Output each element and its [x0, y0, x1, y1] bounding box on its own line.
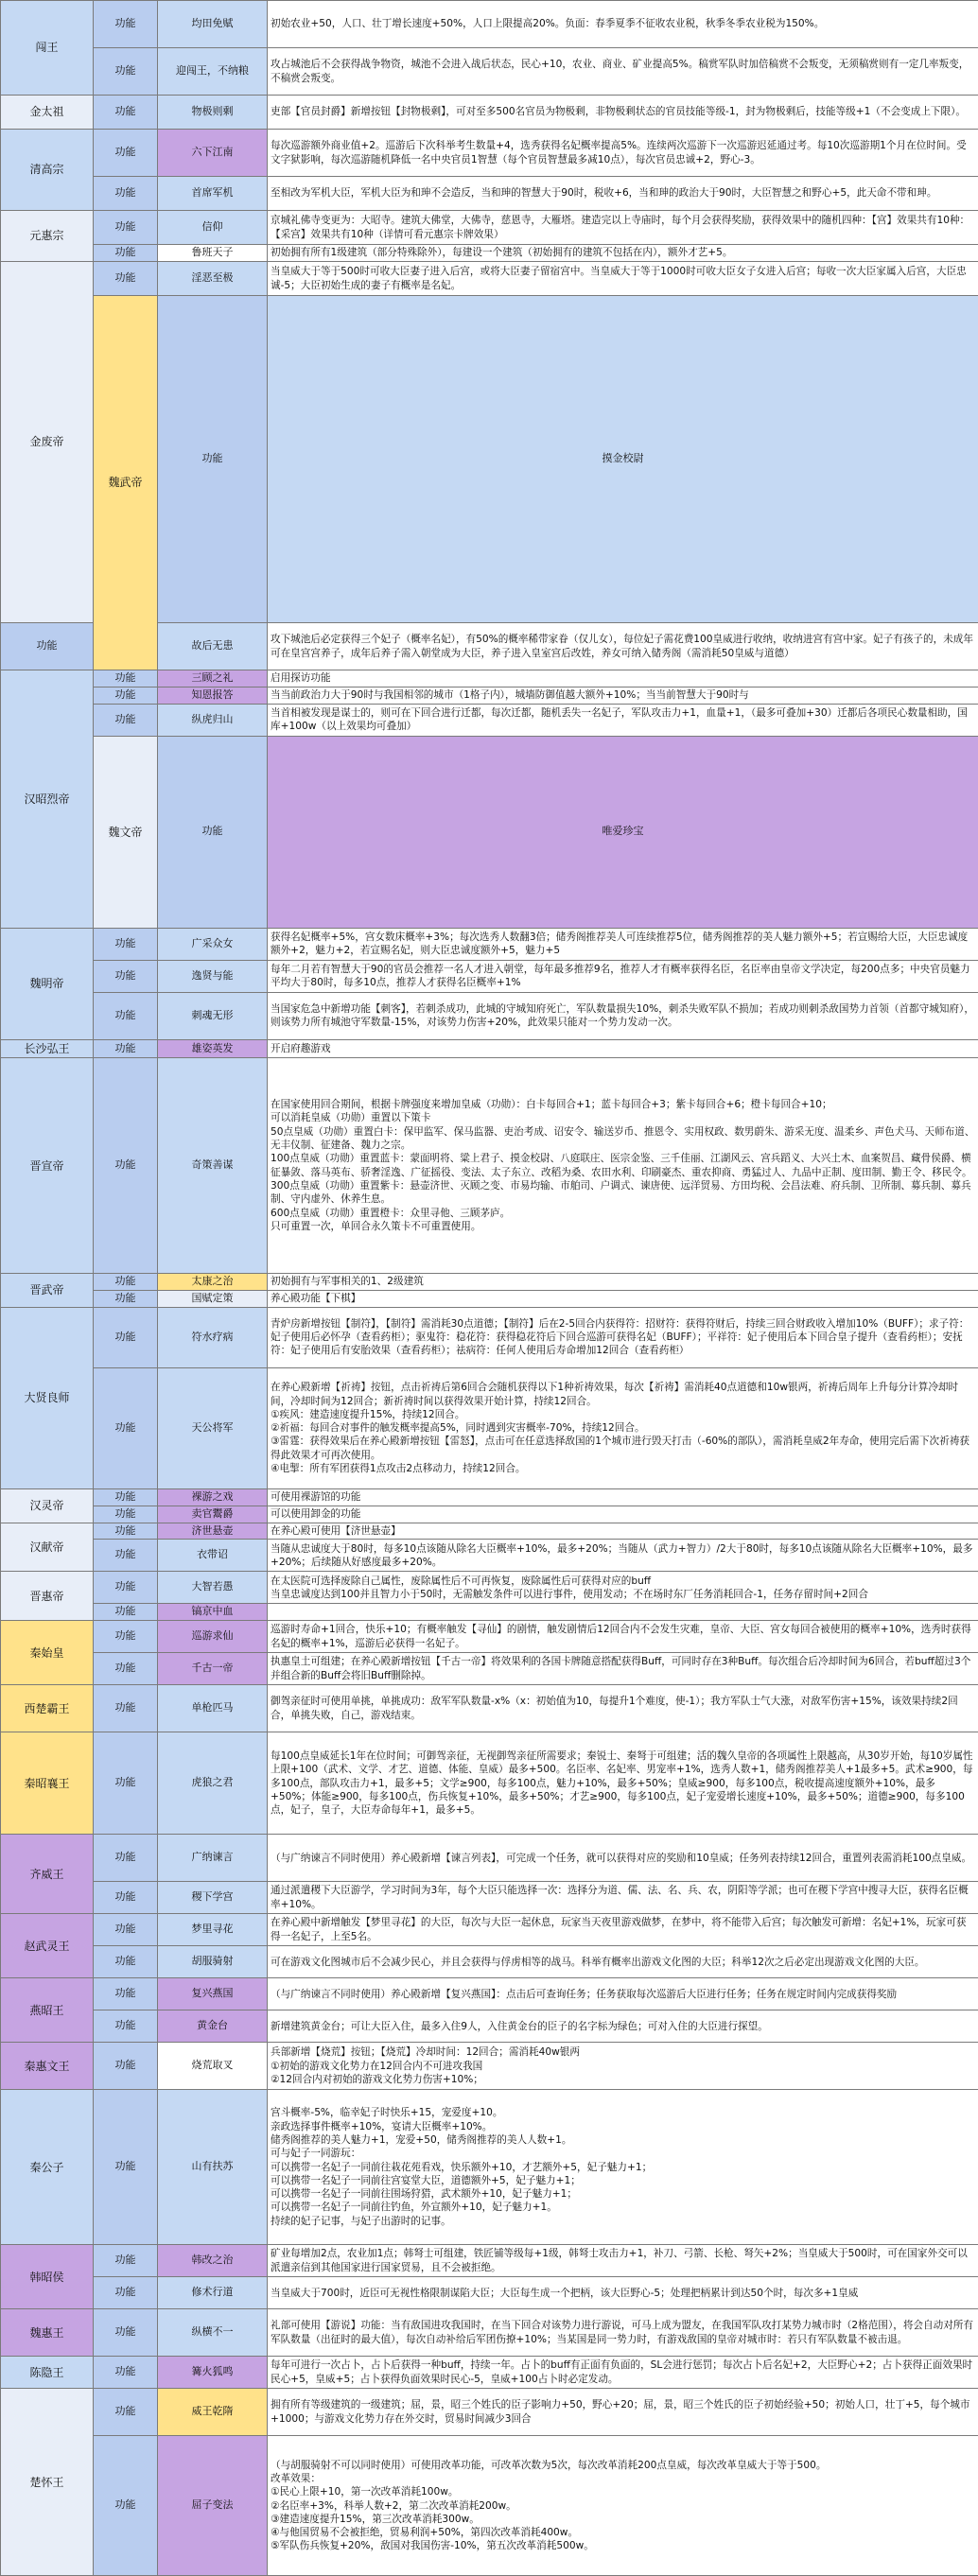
ability-type-cell: 功能: [94, 2389, 158, 2436]
ability-name-cell: 复兴燕国: [158, 1978, 268, 2010]
ability-description-cell: 可以使用卸金的功能: [268, 1506, 978, 1523]
emperor-name-cell: 汉灵帝: [1, 1488, 94, 1523]
ability-type-cell: 功能: [94, 928, 158, 960]
emperor-name-cell: 闯王: [1, 1, 94, 96]
table-row: [1, 1058, 978, 1274]
ability-description-cell: 在养心殿中新增触发【梦里寻花】的大臣，每次与大臣一起休息，玩家当天夜里游戏做梦，在梦中，将不能带入后宫；每次触发可新增：名妃+1%，玩家可获得一名妃子，上至5名。: [268, 1914, 978, 1946]
ability-description-cell: 初始拥有与军事相关的1、2级建筑: [268, 1274, 978, 1291]
table-row: [1, 177, 978, 211]
ability-description-cell: 初始农业+50，人口、壮丁增长速度+50%，人口上限提高20%。负面：春季夏季不征收农业税，秋季冬季农业税为150%。: [268, 1, 978, 48]
ability-type-cell: 功能: [94, 1621, 158, 1653]
ability-name-cell: 六下江南: [158, 130, 268, 177]
table-row: [1, 130, 978, 177]
ability-description-cell: 吏部【官员封爵】新增按钮【封物极剩】，可对至多500名官员为物极剩，非物极剩状态的官员技能等级-1，封为物极剩后，技能等级+1（不会变成上下限）。: [268, 96, 978, 130]
table-row: [1, 1604, 978, 1621]
table-row: [1, 960, 978, 992]
table-row: [1, 1540, 978, 1572]
ability-name-cell: 广采众女: [158, 928, 268, 960]
ability-description-cell: 在国家使用回合期间，根据卡牌强度来增加皇威（功勋）：白卡每回合+1；蓝卡每回合+3；紫卡每回合+6；橙卡每回合+10； 可以消耗皇威（功勋）重置以下策卡 50点皇威（功勋）重置白卡：保甲监军、保马监器、吏治考成、诏安令、输送岁币、推恩令、实用权政、数男蔚朱、游采无度、温柔乡、声色犬马、天师布道、无丰仪制、征建备、魏力之宗。 100点皇威（功勋）重置蓝卡：蒙面明将、粱上君子、摸金校尉、八庭联庄、医宗金鉴、三千佳丽、江湖风云、宫兵蹈义、大兴土木、血案贺昌、藏骨侯爵、横征暴敛、落马英布、骄奢淫逸、广征摇役、变法、太子东立、改稻为桑、农田水利、印刷豪杰、重农抑商、勇猛过人、九品中正制、度田制、勤王令、移民令。 300点皇威（功勋）重置紫卡：悬壶济世、灭顾之变、市易均输、市舶司、户调式、谏唐使、远洋贸易、方田均税、会昌法难、府兵制、卫所制、募兵制、募兵制、守内虚外、休养生息。 600点皇威（功勋）重置橙卡：众里寻他、三顾茅庐。 只可重置一次，单回合永久策卡不可重置使用。: [268, 1058, 978, 1274]
ability-type-cell: 功能: [94, 1946, 158, 1978]
ability-description-cell: 拥有所有等级建筑的一级建筑；屈，景，昭三个姓氏的臣子影响力+50，野心+20；屈，景，昭三个姓氏的臣子初始经验+50；初始人口，壮丁+5，每个城市+1000；与游戏文化势力存在外交时，贸易时间减少3回合: [268, 2389, 978, 2436]
ability-type-cell: 功能: [94, 1307, 158, 1367]
ability-type-cell: 功能: [1, 623, 94, 670]
table-row: [1, 1621, 978, 1653]
ability-type-cell: 功能: [94, 1274, 158, 1291]
ability-type-cell: 功能: [158, 736, 268, 928]
ability-name-cell: 威王乾隋: [158, 2389, 268, 2436]
emperor-name-cell: 晋武帝: [1, 1274, 94, 1308]
ability-type-cell: 功能: [94, 1291, 158, 1308]
ability-name-cell: 鲁班天子: [158, 245, 268, 262]
ability-type-cell: 功能: [94, 1835, 158, 1882]
ability-type-cell: 功能: [94, 96, 158, 130]
ability-type-cell: 功能: [94, 1572, 158, 1604]
ability-type-cell: 功能: [94, 1685, 158, 1732]
ability-name-cell: 符水疗病: [158, 1307, 268, 1367]
ability-description-cell: 通过派遣稷下大臣游学，学习时间为3年，每个大臣只能选择一次：选择分为道、儒、法、名、兵、农，阴阳等学派；也可在稷下学宫中搜寻大臣，获得名臣概率+10%。: [268, 1882, 978, 1914]
ability-description-cell: 每100点皇威延长1年在位时间；可御驾亲征，无视御驾亲征所需要求；秦锐士、秦弩于可组建；活的魏久皇帝的各项属性上限越高，从30岁开始，每10岁属性上限+100（武术、文学、才艺、道德、体能、皇威）最多+500。名臣率、名妃率、男宠率+1%，选秀人数+1，储秀阁推荐美人+1最多+5。武术≥900，每多100点，部队攻击力+1，最多+5；文学≥900，每多100点，魅力+10%，最多+50%；皇威≥900，每多100点，税收提高速度额外+10%，最多+50%；体能≥900，每多100点，伤兵恢复+10%，最多+50%；才艺≥900，每多100点，妃子宠爱增长速度+10%，最多+50%；道德≥900，每多100点，妃子，皇子，大臣寿命每年+1，最多+5。: [268, 1732, 978, 1835]
table-row: [1, 1946, 978, 1978]
table-row: [1, 670, 978, 688]
table-row: [1, 736, 978, 928]
ability-name-cell: 唯爱珍宝: [268, 736, 978, 928]
ability-type-cell: 功能: [94, 704, 158, 736]
ability-name-cell: 虎狼之君: [158, 1732, 268, 1835]
ability-name-cell: 梦里寻花: [158, 1914, 268, 1946]
ability-description-cell: [268, 1604, 978, 1621]
ability-name-cell: 镐京中血: [158, 1604, 268, 1621]
ability-description-cell: 每次巡游额外商业值+2。巡游后下次科举考生数量+4，选秀获得名妃概率提高5%。连续两次巡游下一次巡游迟延通过考。每10次巡游期1个月在位时间。受文字狱影响，每次巡游随机降低一名中央官员1智慧（每个官员智慧最多减10点），每次官员忠诚+2，野心-3。: [268, 130, 978, 177]
ability-type-cell: 功能: [94, 1540, 158, 1572]
ability-description-cell: 攻占城池后不会获得战争物资，城池不会进入战后状态，民心+10，农业、商业、矿业提高5%。稿赏军队时加倍稿赏不会叛变，无须稿赏则有一定几率叛变，不稿赏会叛变。: [268, 48, 978, 96]
ability-name-cell: 逸贤与能: [158, 960, 268, 992]
ability-type-cell: 功能: [94, 262, 158, 296]
ability-name-cell: 大智若愚: [158, 1572, 268, 1604]
ability-type-cell: 功能: [94, 177, 158, 211]
table-row: [1, 96, 978, 130]
emperor-name-cell: 魏武帝: [94, 296, 158, 670]
ability-name-cell: 摸金校尉: [268, 296, 978, 623]
ability-description-cell: 当当前政治力大于90时与我国相邻的城市（1格子内），城墙防御值越大额外+10%；当当前智慧大于90时与: [268, 687, 978, 704]
emperor-name-cell: 秦昭襄王: [1, 1732, 94, 1835]
table-row: [1, 2245, 978, 2277]
ability-type-cell: 功能: [94, 1914, 158, 1946]
table-row: [1, 1307, 978, 1367]
ability-name-cell: 三顾之礼: [158, 670, 268, 688]
ability-type-cell: 功能: [94, 1882, 158, 1914]
ability-name-cell: 知恩报答: [158, 687, 268, 704]
emperor-name-cell: 清高宗: [1, 130, 94, 211]
ability-name-cell: 烧荒取叉: [158, 2043, 268, 2090]
ability-name-cell: 故后无患: [158, 623, 268, 670]
ability-description-cell: 矿业每增加2点，农业加1点；韩弩士可组建，铁匠铺等级每+1级，韩弩士攻击力+1，补刀、弓箭、长枪、弩矢+2%；当皇威大于500时，可在国家外交可以派遣亲信到其他国家进行国家贸易，且不会被拒绝。: [268, 2245, 978, 2277]
ability-description-cell: 当国家危急中新增功能【刺客】，若刺杀成功，此城的守城知府死亡，军队数量损失10%，刺杀失败军队不损加；若成功则刺杀敌国势力首领（首都守城知府），则该势力所有城池守军数量-15%，对该势力伤害+20%，此效果只能对一个势力发动一次。: [268, 992, 978, 1039]
table-row: [1, 1685, 978, 1732]
emperor-name-cell: 韩昭侯: [1, 2245, 94, 2309]
emperor-name-cell: 晋宣帝: [1, 1058, 94, 1274]
ability-type-cell: 功能: [94, 1039, 158, 1057]
table-row: [1, 2357, 978, 2389]
ability-type-cell: 功能: [94, 245, 158, 262]
ability-name-cell: 巡游求仙: [158, 1621, 268, 1653]
table-row: [1, 2389, 978, 2436]
ability-description-cell: 获得名妃概率+5%，宫女数床概率+3%；每次选秀人数翻3倍；储秀阁推荐美人可连续推荐5位，储秀阁推荐的美人魅力额外+5；若宣赐给大臣，大臣忠诚度额外+2，魅力+2，若宣赐名妃，则大臣忠诚度额外+5，魅力+5: [268, 928, 978, 960]
ability-name-cell: 裸游之戏: [158, 1488, 268, 1506]
ability-name-cell: 雄姿英发: [158, 1039, 268, 1057]
table-row: [1, 245, 978, 262]
ability-description-cell: 当首相被发现是谋士的，则可在下回合进行迁都，每次迁都，随机丢失一名妃子，军队攻击力+1，血量+1，（最多可叠加+30）迁都后各项民心数量相助，国库+100w（以上效果均可叠加）: [268, 704, 978, 736]
ability-description-cell: 御驾亲征时可使用单挑，单挑成功：敌军军队数量-x%（x：初始值为10，每提升1个难度，使-1）；我方军队士气大涨，对敌军伤害+15%，该效果持续2回合，单挑失败，自己，游戏结束。: [268, 1685, 978, 1732]
ability-description-cell: 兵部新增【烧荒】按钮；【烧荒】冷却时间：12回合；需消耗40w银两 ①初始的游戏文化势力在12回合内不可进攻我国 ②12回合内对初始的游戏文化势力伤害+10%；: [268, 2043, 978, 2090]
ability-description-cell: 京城礼佛寺变更为：大昭寺。建筑大佛堂，大佛寺，慈恩寺，大雁塔。建造完以上寺庙时，每个月会获得奖励，获得效果中的随机四种：【宫】效果共有10种：【采宫】效果共有10种（详情可看元惠宗卡牌效果）: [268, 211, 978, 245]
ability-name-cell: 广纳谏言: [158, 1835, 268, 1882]
ability-type-cell: 功能: [94, 2309, 158, 2357]
emperor-name-cell: 西楚霸王: [1, 1685, 94, 1732]
emperor-name-cell: 金废帝: [1, 262, 94, 623]
ability-type-cell: 功能: [94, 1058, 158, 1274]
ability-description-cell: 开启府趣游戏: [268, 1039, 978, 1057]
ability-name-cell: 稷下学宫: [158, 1882, 268, 1914]
ability-description-cell: 新增建筑黄金台；可让大臣入住，最多入住9人，入住黄金台的臣子的名字标为绿色；可对入住的大臣进行探望。: [268, 2010, 978, 2043]
ability-type-cell: 功能: [94, 2357, 158, 2389]
table-row: [1, 1039, 978, 1057]
ability-name-cell: 天公将军: [158, 1367, 268, 1488]
ability-name-cell: 物极则剩: [158, 96, 268, 130]
emperor-name-cell: 魏文帝: [94, 736, 158, 928]
table-row: [1, 1914, 978, 1946]
ability-description-cell: （与广纳谏言不同时使用）养心殿新增【谏言列表】，可完成一个任务，就可以获得对应的奖励和10皇威；任务列表持续12回合，重置列表需消耗100点皇威。: [268, 1835, 978, 1882]
emperor-name-cell: 金太祖: [1, 96, 94, 130]
ability-name-cell: 济世悬壶: [158, 1523, 268, 1540]
ability-name-cell: 山有扶苏: [158, 2090, 268, 2245]
ability-type-cell: 功能: [94, 2277, 158, 2309]
ability-description-cell: 在养心殿新增【祈祷】按钮，点击祈祷后第6回合会随机获得以下1种祈祷效果，每次【祈祷】需消耗40点道德和10w银两，祈祷后周年上升每分计算冷却时间，冷却时间为12回合；新祈祷时间以获得效果开始计算，持续12回合。 ①疾风：建造速度提升15%，持续12回合。 ②祈福：每回合对事件的触发概率提高5%，同时遇到灾害概率-70%，持续12回合。 ③雷霆：获得效果后在养心殿新增按钮【雷怒】，点击可在任意选择敌国的1个城市进行毁天打击（-60%的部队），需消耗皇威2年寿命，使用完后需下次祈祷获得此效果才可再次使用。 ④电掣：所有军团获得1点攻击2点移动力，持续12回合。: [268, 1367, 978, 1488]
table-row: [1, 262, 978, 296]
ability-description-cell: 在养心殿可使用【济世悬壶】: [268, 1523, 978, 1540]
ability-description-cell: 初始拥有所有1级建筑（部分特殊除外），每建设一个建筑（初始拥有的建筑不包括在内），额外才艺+5。: [268, 245, 978, 262]
ability-name-cell: 屈子变法: [158, 2436, 268, 2576]
ability-name-cell: 千古一帝: [158, 1653, 268, 1685]
ability-type-cell: 功能: [94, 2245, 158, 2277]
ability-type-cell: 功能: [94, 1978, 158, 2010]
emperor-name-cell: 魏明帝: [1, 928, 94, 1039]
ability-type-cell: 功能: [94, 960, 158, 992]
ability-description-cell: 执惠皇土可组建；在养心殿新增按钮【千古一帝】将效果利的各国卡牌随意搭配获得Buff，可同时存在3种Buff。每次组合后冷却时间为6回合，若buff超过3个并组合新的Buff会将旧Buff删除掉。: [268, 1653, 978, 1685]
ability-description-cell: 攻下城池后必定获得三个妃子（概率名妃），有50%的概率稀带家眷（仅儿女），每位妃子需花费100皇威进行收纳，收纳进宫有宫中家。妃子有孩子的，未成年可在皇宫宫养子，成年后养子需入朝堂成为大臣，养子进入皇室宫后改姓，养女可纳入储秀阁（需消耗50皇威与道德）: [268, 623, 978, 670]
emperor-name-cell: 秦始皇: [1, 1621, 94, 1685]
emperor-name-cell: 魏惠王: [1, 2309, 94, 2357]
ability-name-cell: 韩改之治: [158, 2245, 268, 2277]
ability-description-cell: 启用探访功能: [268, 670, 978, 688]
ability-type-cell: 功能: [94, 1488, 158, 1506]
emperor-name-cell: 秦惠文王: [1, 2043, 94, 2090]
ability-description-cell: 当皇威大于等于500时可收大臣妻子进入后宫，或将大臣妻子留宿宫中。当皇威大于等于1000时可收大臣女子女进入后宫；每收一次大臣家属入后宫，大臣忠诚-5；大臣初始生成的妻子有概率是名妃。: [268, 262, 978, 296]
table-row: [1, 1732, 978, 1835]
ability-name-cell: 均田免赋: [158, 1, 268, 48]
ability-type-cell: 功能: [94, 1604, 158, 1621]
ability-description-cell: （与广纳谏言不同时使用）养心殿新增【复兴燕国】：点击后可查询任务；任务获取每次巡游后大臣进行任务；任务在规定时间内完成获得奖励: [268, 1978, 978, 2010]
ability-type-cell: 功能: [94, 1506, 158, 1523]
ability-description-cell: 青炉房新增按钮【制符】，【制符】需消耗30点道德；【制符】后在2-5回合内获得符：招财符：获得符财后，持续三回合财政收入增加10%（BUFF）；求子符：妃子使用后必怀孕（查看药柜）；驱鬼符：稳花符：获得稳花符后下回合巡游可获得名妃（BUFF）；平祥符：妃子使用后本下回合皇子提升（查看药柜）；安抚符：妃子使用后有安胎效果（查看药柜）；祛病符：任何人使用后寿命增加12回合（查看药柜）: [268, 1307, 978, 1367]
ability-name-cell: 单枪匹马: [158, 1685, 268, 1732]
emperor-name-cell: 陈隐王: [1, 2357, 94, 2389]
table-row: [1, 1274, 978, 1291]
ability-type-cell: 功能: [94, 670, 158, 688]
ability-description-cell: 养心殿功能【下棋】: [268, 1291, 978, 1308]
emperor-name-cell: 元惠宗: [1, 211, 94, 262]
table-row: [1, 2436, 978, 2576]
ability-name-cell: 刺魂无形: [158, 992, 268, 1039]
ability-type-cell: 功能: [94, 687, 158, 704]
ability-type-cell: 功能: [94, 1367, 158, 1488]
emperor-name-cell: 秦公子: [1, 2090, 94, 2245]
ability-name-cell: 淫恶至极: [158, 262, 268, 296]
ability-type-cell: 功能: [94, 2043, 158, 2090]
ability-type-cell: 功能: [94, 2436, 158, 2576]
table-row: [1, 2090, 978, 2245]
ability-description-cell: 当皇威大于700时，近臣可无视性格限制谋陷大臣；大臣每生成一个把柄，该大臣野心-5；处理把柄累计到达50个时，每次多+1皇威: [268, 2277, 978, 2309]
table-row: [1, 2309, 978, 2357]
table-row: [1, 2277, 978, 2309]
ability-description-cell: 巡游时寿命+1回合，快乐+10；有概率触发【寻仙】的剧情，触发剧情后12回合内不会发生灾难，皇帝、大臣、宫女每回合被使用的概率+10%，选秀时获得名妃的概率+1%，巡游后必获得一名妃子。: [268, 1621, 978, 1653]
ability-type-cell: 功能: [94, 1, 158, 48]
emperor-name-cell: 大贤良师: [1, 1307, 94, 1488]
ability-description-cell: 每年二月若有智慧大于90的官员会推荐一名人才进入朝堂，每年最多推荐9名，推荐人才有概率获得名臣，名臣率由皇帝文学决定，每200点多；中央官员魅力平均大于80时，每多10点，推荐人才获得名臣概率+1%: [268, 960, 978, 992]
table-row: [1, 296, 978, 623]
ability-name-cell: 卖官鬻爵: [158, 1506, 268, 1523]
ability-type-cell: 功能: [94, 130, 158, 177]
ability-type-cell: 功能: [158, 296, 268, 623]
table-row: [1, 1653, 978, 1685]
ability-name-cell: 信仰: [158, 211, 268, 245]
ability-name-cell: 衣带诏: [158, 1540, 268, 1572]
table-row: [1, 1488, 978, 1506]
table-row: [1, 1978, 978, 2010]
emperor-name-cell: 齐威王: [1, 1835, 94, 1914]
ability-name-cell: 迎闯王，不纳粮: [158, 48, 268, 96]
ability-name-cell: 太康之治: [158, 1274, 268, 1291]
ability-type-cell: 功能: [94, 211, 158, 245]
table-row: [1, 704, 978, 736]
ability-type-cell: 功能: [94, 48, 158, 96]
table-row: [1, 211, 978, 245]
table-row: [1, 1572, 978, 1604]
ability-name-cell: 纵虎归山: [158, 704, 268, 736]
ability-name-cell: 国赋定策: [158, 1291, 268, 1308]
emperor-name-cell: 晋惠帝: [1, 1572, 94, 1621]
table-row: [1, 1291, 978, 1308]
ability-description-cell: 可在游戏文化图城市后不会减少民心，并且会获得与俘虏相等的战马。科举有概率出游戏文化图的大臣；科举12次之后必定出现游戏文化图的大臣。: [268, 1946, 978, 1978]
ability-type-cell: 功能: [94, 1732, 158, 1835]
table-row: [1, 1882, 978, 1914]
ability-name-cell: 胡服骑射: [158, 1946, 268, 1978]
table-row: [1, 1523, 978, 1540]
ability-description-cell: 在太医院可选择废除自己属性，废除属性后不可再恢复，废除属性后可获得对应的buff 当皇忠诚度达到100并且智力小于50时，无需触发条件可以进行事件，使用发动；不在场时东厂任务消耗回合-1，任务存留时间+2回合: [268, 1572, 978, 1604]
table-row: [1, 2010, 978, 2043]
ability-description-cell: （与胡服骑射不可以同时使用）可使用改革功能，可改革次数为5次，每次改革消耗200点皇威，每次改革皇威大于等于500。 改革效果： ①民心上限+10，第一次改革消耗100w。 ②名臣率+3%，科举人数+2，第二次改革消耗200w。 ③建造速度提升15%，第三次改革消耗300w。 ④与他国贸易不会被拒绝，贸易利润+50%，第四次改革消耗400w。 ⑤军队伤兵恢复+20%，敌国对我国伤害-10%，第五次改革消耗500w。: [268, 2436, 978, 2576]
table-row: [1, 992, 978, 1039]
emperor-name-cell: 长沙弘王: [1, 1039, 94, 1057]
ability-description-cell: 礼部可使用【游说】功能：当有敌国进攻我国时，在当下回合对该势力进行游说，可马上成为盟友，在我国军队攻打某势力城市时（2格范围），将会自动对所有军队数量（出征时的最大值），每次自动补给后军团伤撩+10%；当某国是同一势力时，有游戏敌国的皇帝对城市时：若只有军队数量不被击退。: [268, 2309, 978, 2357]
emperor-name-cell: 燕昭王: [1, 1978, 94, 2043]
ability-name-cell: 纵横不一: [158, 2309, 268, 2357]
ability-description-cell: 每年可进行一次占卜，占卜后获得一种buff，持续一年。占卜的buff有正面有负面的，SL会进行惩罚；每次占卜后名妃+2，大臣野心+2；占卜获得正面效果时民心+5，皇威+5；占卜获得负面效果时民心-5，皇威+100占卜时必定发动。: [268, 2357, 978, 2389]
table-row: [1, 1367, 978, 1488]
table-row: [1, 687, 978, 704]
table-row: [1, 1506, 978, 1523]
ability-name-cell: 篝火狐鸣: [158, 2357, 268, 2389]
table-row: [1, 928, 978, 960]
table-row: [1, 1, 978, 48]
ability-name-cell: 黄金台: [158, 2010, 268, 2043]
ability-type-cell: 功能: [94, 1653, 158, 1685]
ability-type-cell: 功能: [94, 1523, 158, 1540]
ability-name-cell: 首席军机: [158, 177, 268, 211]
emperor-name-cell: 汉昭烈帝: [1, 670, 94, 929]
table-row: [1, 48, 978, 96]
ability-type-cell: 功能: [94, 2090, 158, 2245]
ability-name-cell: 奇策善谋: [158, 1058, 268, 1274]
table-row: [1, 2043, 978, 2090]
ability-type-cell: 功能: [94, 992, 158, 1039]
ability-description-cell: 至相改为军机大臣，军机大臣为和珅不会造反，当和珅的智慧大于90时，税收+6，当和珅的政治大于90时，大臣智慧之和野心+5，此天命不带和珅。: [268, 177, 978, 211]
ability-type-cell: 功能: [94, 2010, 158, 2043]
ability-description-cell: 当随从忠诚度大于80时，每多10点该随从除名大臣概率+10%，最多+20%；当随从（武力+智力）/2大于80时，每多10点该随从除名大臣概率+10%，最多+20%；后续随从好感度最多+20%。: [268, 1540, 978, 1572]
ability-description-cell: 宫斗概率-5%，临幸妃子时快乐+15，宠爱度+10。 亲政选择事件概率+10%，宴请大臣概率+10%。 储秀阁推荐的美人魅力+1，宠爱+50，储秀阁推荐的美人人数+1。 可与妃子一同游玩： 可以携带一名妃子一同前往栽花苑看戏，快乐额外+10，才艺额外+5，妃子魅力+1； 可以携带一名妃子一同前往宫宴堂大臣，道德额外+5，妃子魅力+1； 可以携带一名妃子一同前往围场狩猎，武术额外+10，妃子魅力+1； 可以携带一名妃子一同前往钓鱼，外宣额外+10，妃子魅力+1。 持续的妃子记事，与妃子出游时的记事。: [268, 2090, 978, 2245]
emperor-name-cell: 汉献帝: [1, 1523, 94, 1572]
ability-name-cell: 修术行道: [158, 2277, 268, 2309]
emperor-name-cell: 赵武灵王: [1, 1914, 94, 1978]
ability-description-cell: 可使用裸游馆的功能: [268, 1488, 978, 1506]
table-row: [1, 1835, 978, 1882]
emperor-name-cell: 楚怀王: [1, 2389, 94, 2576]
